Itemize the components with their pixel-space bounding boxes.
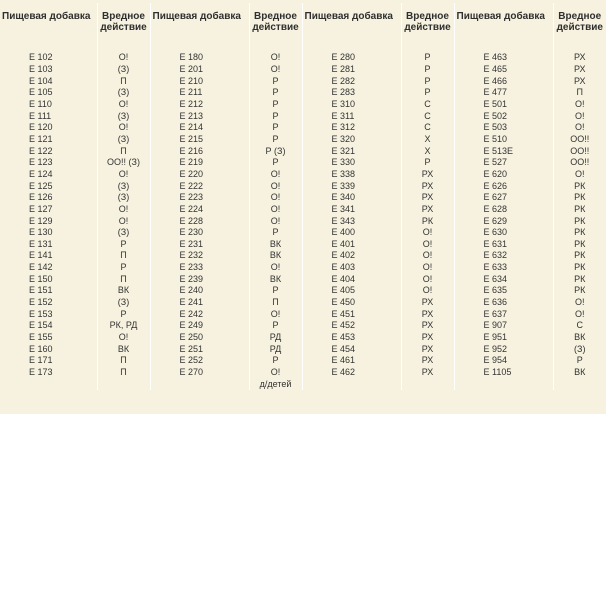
additive-code-cell: E 242 — [150, 308, 249, 320]
harm-effect-cell: РХ — [401, 355, 454, 367]
additive-code-cell: E 907 — [454, 320, 553, 332]
additive-code-cell: E 634 — [454, 273, 553, 285]
table-row — [0, 122, 606, 134]
harm-effect-cell: РД — [249, 343, 302, 355]
header-effect-4: Вредное действие — [556, 11, 603, 33]
additive-code-cell: E 452 — [302, 320, 401, 332]
harm-effect-cell: Р (З) — [249, 145, 302, 157]
empty-cell — [553, 378, 606, 390]
additive-code-cell: E 330 — [302, 157, 401, 169]
additive-code-cell: E 150 — [0, 273, 97, 285]
harm-effect-cell: ВК — [574, 367, 586, 378]
additive-code-cell: E 343 — [302, 215, 401, 227]
additive-code-cell: E 230 — [150, 227, 249, 239]
additive-code-cell: E 635 — [454, 285, 553, 297]
empty-cell — [401, 378, 454, 390]
additive-code-cell: E 152 — [0, 297, 97, 309]
additive-code-cell: E 249 — [150, 320, 249, 332]
additive-code-cell: E 201 — [150, 64, 249, 76]
additive-code-cell: E 105 — [0, 87, 97, 99]
additive-code-cell: E 462 — [302, 367, 401, 379]
additive-code-cell: E 224 — [150, 204, 249, 216]
additive-code-cell: E 126 — [0, 192, 97, 204]
additive-code-cell: E 214 — [150, 122, 249, 134]
harm-effect-cell: ВК — [249, 239, 302, 251]
additive-code-cell: E 213 — [150, 110, 249, 122]
harm-effect-cell: Р — [249, 355, 302, 367]
table-row — [0, 355, 606, 367]
additive-code-cell: E 173 — [0, 367, 97, 379]
harm-effect-cell: Р — [249, 122, 302, 134]
additive-code-cell: E 320 — [302, 134, 401, 146]
table-row — [0, 343, 606, 355]
additive-code-cell: E 125 — [0, 180, 97, 192]
additive-code-cell: E 250 — [150, 332, 249, 344]
additive-code-cell: E 631 — [454, 239, 553, 251]
additive-code-cell: E 1105 — [454, 367, 553, 379]
additive-code-cell: E 171 — [0, 355, 97, 367]
harm-effect-cell: С — [576, 320, 583, 331]
harm-effect-cell: (З) — [97, 297, 150, 309]
additive-code-cell: E 503 — [454, 122, 553, 134]
additive-code-cell: E 160 — [0, 343, 97, 355]
additive-code-cell: E 637 — [454, 308, 553, 320]
harm-effect-cell: ОО!! — [570, 145, 590, 156]
children-note: д/детей — [249, 378, 302, 390]
harm-effect-cell: Р — [401, 157, 454, 169]
harm-effect-cell: П — [97, 355, 150, 367]
additive-code-cell: E 461 — [302, 355, 401, 367]
harm-effect-cell: Р — [249, 320, 302, 332]
harm-effect-cell: РК, РД — [97, 320, 150, 332]
empty-cell — [454, 378, 553, 390]
additive-code-cell: E 155 — [0, 332, 97, 344]
table-row — [0, 99, 606, 111]
harm-effect-cell: Р — [97, 262, 150, 274]
additive-code-cell: E 404 — [302, 273, 401, 285]
additive-code-cell: E 282 — [302, 75, 401, 87]
additive-code-cell: E 281 — [302, 64, 401, 76]
harm-effect-cell: РХ — [401, 204, 454, 216]
harm-effect-cell: (З) — [97, 134, 150, 146]
harm-effect-cell: О! — [401, 227, 454, 239]
harm-effect-cell: Р — [249, 285, 302, 297]
additive-code-cell: E 321 — [302, 145, 401, 157]
harm-effect-cell: РК — [574, 273, 586, 284]
additive-code-cell: E 142 — [0, 262, 97, 274]
harm-effect-cell: ВК — [249, 273, 302, 285]
harm-effect-cell: РХ — [401, 343, 454, 355]
additive-code-cell: E 629 — [454, 215, 553, 227]
harm-effect-cell: О! — [249, 308, 302, 320]
additive-code-cell: E 630 — [454, 227, 553, 239]
harm-effect-cell: П — [249, 297, 302, 309]
harm-effect-cell: О! — [97, 332, 150, 344]
harm-effect-cell: О! — [249, 367, 302, 379]
additives-table — [0, 3, 606, 390]
additive-code-cell: E 231 — [150, 239, 249, 251]
harm-effect-cell: Р — [249, 110, 302, 122]
additive-code-cell: E 251 — [150, 343, 249, 355]
harm-effect-cell: П — [97, 75, 150, 87]
harm-effect-cell: Х — [401, 145, 454, 157]
table-row — [0, 250, 606, 262]
additive-code-cell: E 632 — [454, 250, 553, 262]
harm-effect-cell: РК — [574, 192, 586, 203]
harm-effect-cell: О! — [401, 239, 454, 251]
harm-effect-cell: О! — [574, 122, 585, 133]
additive-code-cell: E 405 — [302, 285, 401, 297]
harm-effect-cell: О! — [401, 250, 454, 262]
additive-code-cell: E 252 — [150, 355, 249, 367]
harm-effect-cell: РХ — [401, 192, 454, 204]
harm-effect-cell: П — [97, 145, 150, 157]
additive-code-cell: E 341 — [302, 204, 401, 216]
harm-effect-cell: РХ — [401, 169, 454, 181]
additive-code-cell: E 280 — [302, 52, 401, 64]
table-row — [0, 367, 606, 379]
additive-code-cell: E 510 — [454, 134, 553, 146]
harm-effect-cell: РК — [574, 262, 586, 273]
additive-code-cell: E 338 — [302, 169, 401, 181]
harm-effect-cell: РК — [574, 203, 586, 214]
harm-effect-cell: С — [401, 110, 454, 122]
additive-code-cell: E 223 — [150, 192, 249, 204]
additive-code-cell: E 219 — [150, 157, 249, 169]
harm-effect-cell: РД — [249, 332, 302, 344]
additive-code-cell: E 151 — [0, 285, 97, 297]
additive-code-cell: E 180 — [150, 52, 249, 64]
harm-effect-cell: Р — [401, 75, 454, 87]
harm-effect-cell: ОО!! (З) — [97, 157, 150, 169]
table-header-row — [0, 3, 606, 52]
harm-effect-cell: Р — [249, 99, 302, 111]
harm-effect-cell: П — [97, 273, 150, 285]
harm-effect-cell: Р — [97, 308, 150, 320]
harm-effect-cell: РК — [574, 215, 586, 226]
additive-code-cell: E 627 — [454, 192, 553, 204]
harm-effect-cell: Х — [401, 134, 454, 146]
additive-code-cell: E 402 — [302, 250, 401, 262]
additive-code-cell: E 339 — [302, 180, 401, 192]
harm-effect-cell: (З) — [574, 343, 586, 354]
additive-code-cell: E 310 — [302, 99, 401, 111]
harm-effect-cell: О! — [249, 192, 302, 204]
table-row — [0, 308, 606, 320]
additive-code-cell: E 233 — [150, 262, 249, 274]
table-row — [0, 75, 606, 87]
additive-code-cell: E 283 — [302, 87, 401, 99]
harm-effect-cell: О! — [249, 204, 302, 216]
harm-effect-cell: РХ — [401, 297, 454, 309]
additive-code-cell: E 465 — [454, 64, 553, 76]
harm-effect-cell: О! — [574, 308, 585, 319]
additive-code-cell: E 403 — [302, 262, 401, 274]
harm-effect-cell: Р — [401, 87, 454, 99]
table-row — [0, 215, 606, 227]
additive-code-cell: E 212 — [150, 99, 249, 111]
additive-code-cell: E 124 — [0, 169, 97, 181]
additive-code-cell: E 628 — [454, 204, 553, 216]
additive-code-cell: E 952 — [454, 343, 553, 355]
table-row — [0, 273, 606, 285]
harm-effect-cell: О! — [574, 297, 585, 308]
harm-effect-cell: О! — [249, 262, 302, 274]
table-row — [0, 110, 606, 122]
additive-code-cell: E 130 — [0, 227, 97, 239]
additive-code-cell: E 450 — [302, 297, 401, 309]
additive-code-cell: E 228 — [150, 215, 249, 227]
harm-effect-cell: О! — [574, 98, 585, 109]
additive-code-cell: E 241 — [150, 297, 249, 309]
additive-code-cell: E 502 — [454, 110, 553, 122]
table-row — [0, 227, 606, 239]
table-row — [0, 262, 606, 274]
harm-effect-cell: О! — [249, 52, 302, 64]
harm-effect-cell: О! — [249, 169, 302, 181]
harm-effect-cell: О! — [249, 64, 302, 76]
additive-code-cell: E 513Е — [454, 145, 553, 157]
table-row — [0, 134, 606, 146]
additive-code-cell: E 954 — [454, 355, 553, 367]
harm-effect-cell: РХ — [401, 367, 454, 379]
table-row — [0, 52, 606, 64]
table-row — [0, 320, 606, 332]
table-row — [0, 180, 606, 192]
harm-effect-cell: О! — [249, 215, 302, 227]
harm-effect-cell: (З) — [97, 64, 150, 76]
additive-code-cell: E 477 — [454, 87, 553, 99]
additive-code-cell: E 216 — [150, 145, 249, 157]
table-row — [0, 169, 606, 181]
harm-effect-cell: О! — [97, 169, 150, 181]
additive-code-cell: E 210 — [150, 75, 249, 87]
harm-effect-cell: О! — [97, 52, 150, 64]
harm-effect-cell: РХ — [573, 63, 586, 74]
header-additive-1: Пищевая добавка — [0, 3, 97, 52]
additive-code-cell: E 220 — [150, 169, 249, 181]
additive-code-cell: E 620 — [454, 169, 553, 181]
header-additive-3: Пищевая добавка — [302, 3, 401, 52]
harm-effect-cell: РХ — [401, 320, 454, 332]
harm-effect-cell: РХ — [401, 332, 454, 344]
additive-code-cell: E 311 — [302, 110, 401, 122]
additive-code-cell: E 633 — [454, 262, 553, 274]
table-row — [0, 64, 606, 76]
harm-effect-cell: О! — [401, 262, 454, 274]
additive-code-cell: E 154 — [0, 320, 97, 332]
additive-code-cell: E 501 — [454, 99, 553, 111]
additive-code-cell: E 527 — [454, 157, 553, 169]
empty-cell — [97, 378, 150, 390]
harm-effect-cell: ВК — [97, 343, 150, 355]
table-row — [0, 157, 606, 169]
additive-code-cell: E 453 — [302, 332, 401, 344]
table-row — [0, 332, 606, 344]
additive-code-cell: E 141 — [0, 250, 97, 262]
additive-code-cell: E 636 — [454, 297, 553, 309]
harm-effect-cell: Р — [249, 134, 302, 146]
harm-effect-cell: (З) — [97, 192, 150, 204]
additive-code-cell: E 153 — [0, 308, 97, 320]
harm-effect-cell: РХ — [401, 308, 454, 320]
additive-code-cell: E 120 — [0, 122, 97, 134]
harm-effect-cell: О! — [401, 285, 454, 297]
harm-effect-cell: РК — [574, 180, 586, 191]
additive-code-cell: E 626 — [454, 180, 553, 192]
additive-code-cell: E 463 — [454, 52, 553, 64]
additive-code-cell: E 129 — [0, 215, 97, 227]
harm-effect-cell: О! — [574, 110, 585, 121]
additive-code-cell: E 103 — [0, 64, 97, 76]
additive-code-cell: E 239 — [150, 273, 249, 285]
additive-code-cell: E 111 — [0, 110, 97, 122]
harm-effect-cell: О! — [574, 168, 585, 179]
harm-effect-cell: Р — [249, 87, 302, 99]
harm-effect-cell: ВК — [574, 332, 586, 343]
harm-effect-cell: Р — [249, 75, 302, 87]
harm-effect-cell: РХ — [573, 75, 586, 86]
harm-effect-cell: О! — [401, 273, 454, 285]
additive-code-cell: E 127 — [0, 204, 97, 216]
additive-code-cell: E 104 — [0, 75, 97, 87]
additive-code-cell: E 110 — [0, 99, 97, 111]
additive-code-cell: E 131 — [0, 239, 97, 251]
additive-code-cell: E 340 — [302, 192, 401, 204]
harm-effect-cell: О! — [97, 99, 150, 111]
harm-effect-cell: О! — [97, 122, 150, 134]
harm-effect-cell: РХ — [573, 52, 586, 63]
additive-code-cell: E 454 — [302, 343, 401, 355]
header-effect-1: Вредное действие — [97, 3, 150, 52]
harm-effect-cell: ОО!! — [570, 133, 590, 144]
harm-effect-cell: РК — [401, 215, 454, 227]
harm-effect-cell: П — [576, 87, 583, 98]
additive-code-cell: E 211 — [150, 87, 249, 99]
harm-effect-cell: (З) — [97, 227, 150, 239]
empty-cell — [150, 378, 249, 390]
table-row — [0, 87, 606, 99]
harm-effect-cell: О! — [97, 204, 150, 216]
harm-effect-cell: РК — [574, 285, 586, 296]
harm-effect-cell: П — [97, 367, 150, 379]
harm-effect-cell: Р — [401, 64, 454, 76]
additive-code-cell: E 232 — [150, 250, 249, 262]
harm-effect-cell: ВК — [249, 250, 302, 262]
harm-effect-cell: РК — [574, 238, 586, 249]
harm-effect-cell: РК — [574, 227, 586, 238]
harm-effect-cell: (З) — [97, 110, 150, 122]
harm-effect-cell: (З) — [97, 87, 150, 99]
harm-effect-cell: РК — [574, 250, 586, 261]
table-row — [0, 192, 606, 204]
harm-effect-cell: РХ — [401, 180, 454, 192]
harm-effect-cell: Р — [576, 355, 583, 366]
additive-code-cell: E 240 — [150, 285, 249, 297]
harm-effect-cell: Р — [401, 52, 454, 64]
harm-effect-cell: С — [401, 99, 454, 111]
additive-code-cell: E 122 — [0, 145, 97, 157]
harm-effect-cell: ОО!! — [570, 157, 590, 168]
header-additive-2: Пищевая добавка — [150, 3, 249, 52]
additive-code-cell: E 400 — [302, 227, 401, 239]
harm-effect-cell: О! — [249, 180, 302, 192]
table-row — [0, 204, 606, 216]
harm-effect-cell: ВК — [97, 285, 150, 297]
header-effect-3: Вредное действие — [401, 3, 454, 52]
additive-code-cell: E 123 — [0, 157, 97, 169]
additive-code-cell: E 102 — [0, 52, 97, 64]
table-note-row — [0, 378, 606, 390]
additive-code-cell: E 451 — [302, 308, 401, 320]
additive-code-cell: E 312 — [302, 122, 401, 134]
additive-code-cell: E 466 — [454, 75, 553, 87]
additive-code-cell: E 401 — [302, 239, 401, 251]
additive-code-cell: E 270 — [150, 367, 249, 379]
harm-effect-cell: Р — [249, 227, 302, 239]
additive-code-cell: E 121 — [0, 134, 97, 146]
empty-cell — [302, 378, 401, 390]
header-additive-4: Пищевая добавка — [454, 3, 553, 52]
table-row — [0, 297, 606, 309]
harm-effect-cell: Р — [249, 157, 302, 169]
table-row — [0, 145, 606, 157]
header-effect-2: Вредное действие — [249, 3, 302, 52]
table-row — [0, 285, 606, 297]
harm-effect-cell: Р — [97, 239, 150, 251]
additive-code-cell: E 951 — [454, 332, 553, 344]
harm-effect-cell: П — [97, 250, 150, 262]
harm-effect-cell: (З) — [97, 180, 150, 192]
harm-effect-cell: О! — [97, 215, 150, 227]
additive-code-cell: E 222 — [150, 180, 249, 192]
table-row — [0, 239, 606, 251]
empty-cell — [0, 378, 97, 390]
additive-code-cell: E 215 — [150, 134, 249, 146]
harm-effect-cell: С — [401, 122, 454, 134]
